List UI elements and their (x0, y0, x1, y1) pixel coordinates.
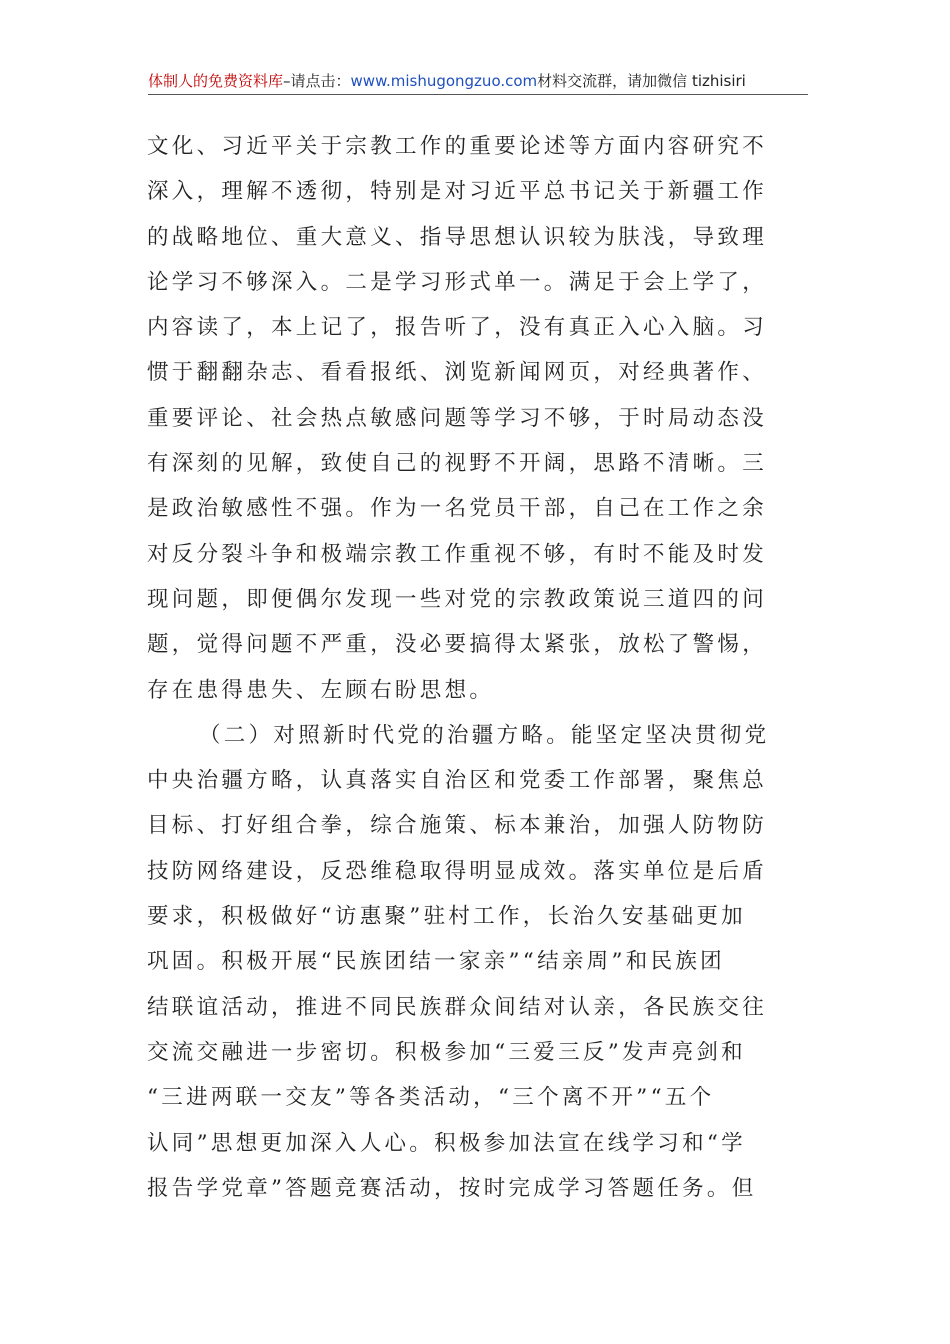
document-body (147, 124, 807, 1211)
text-line: 的战略地位、重大意义、指导思想认识较为肤浅，导致理 (147, 224, 768, 250)
header-separator: –请点击： (283, 72, 351, 90)
text-line: 认同”思想更加深入人心。积极参加法宣在线学习和“学 (147, 1130, 746, 1156)
text-line: 目标、打好组合拳，综合施策、标本兼治，加强人防物防 (147, 813, 768, 839)
header-suffix: 材料交流群，请加微信 tizhisiri (537, 72, 746, 90)
text-line: 现问题，即便偶尔发现一些对党的宗教政策说三道四的问 (147, 586, 768, 612)
text-line: 交流交融进一步密切。积极参加“三爱三反”发声亮剑和 (147, 1039, 746, 1065)
text-line: 存在患得患失、左顾右盼思想。 (147, 677, 495, 703)
text-line: 对反分裂斗争和极端宗教工作重视不够，有时不能及时发 (147, 541, 768, 567)
text-line: “三进两联一交友”等各类活动，“三个离不开”“五个 (147, 1085, 715, 1111)
text-line: 深入，理解不透彻，特别是对习近平总书记关于新疆工作 (147, 179, 768, 205)
header-brand: 体制人的免费资料库 (148, 72, 284, 90)
text-line: 题，觉得问题不严重，没必要搞得太紧张，放松了警惕， (147, 632, 768, 658)
text-line: 报告学党章”答题竞赛活动，按时完成学习答题任务。但 (147, 1175, 757, 1201)
text-line: 技防网络建设，反恐维稳取得明显成效。落实单位是后盾 (147, 858, 768, 884)
text-line: 论学习不够深入。二是学习形式单一。满足于会上学了， (147, 269, 768, 295)
section-heading-line: （二）对照新时代党的治疆方略。能坚定坚决贯彻党 (199, 722, 770, 748)
header-url-link[interactable]: www.mishugongzuo.com (350, 72, 538, 90)
text-line: 有深刻的见解，致使自己的视野不开阔，思路不清晰。三 (147, 451, 768, 477)
text-line: 是政治敏感性不强。作为一名党员干部，自己在工作之余 (147, 496, 768, 522)
text-line: 要求，积极做好“访惠聚”驻村工作，长治久安基础更加 (147, 904, 746, 930)
page-header (148, 70, 808, 95)
text-line: 文化、习近平关于宗教工作的重要论述等方面内容研究不 (147, 134, 768, 159)
text-line: 巩固。积极开展“民族团结一家亲”“结亲周”和民族团 (147, 949, 725, 975)
text-line: 内容读了，本上记了，报告听了，没有真正入心入脑。习 (147, 315, 768, 341)
text-line: 重要评论、社会热点敏感问题等学习不够，于时局动态没 (147, 405, 768, 431)
text-line: 结联谊活动，推进不同民族群众间结对认亲，各民族交往 (147, 994, 768, 1020)
text-line: 中央治疆方略，认真落实自治区和党委工作部署，聚焦总 (147, 768, 768, 794)
text-line: 惯于翻翻杂志、看看报纸、浏览新闻网页，对经典著作、 (147, 360, 768, 386)
